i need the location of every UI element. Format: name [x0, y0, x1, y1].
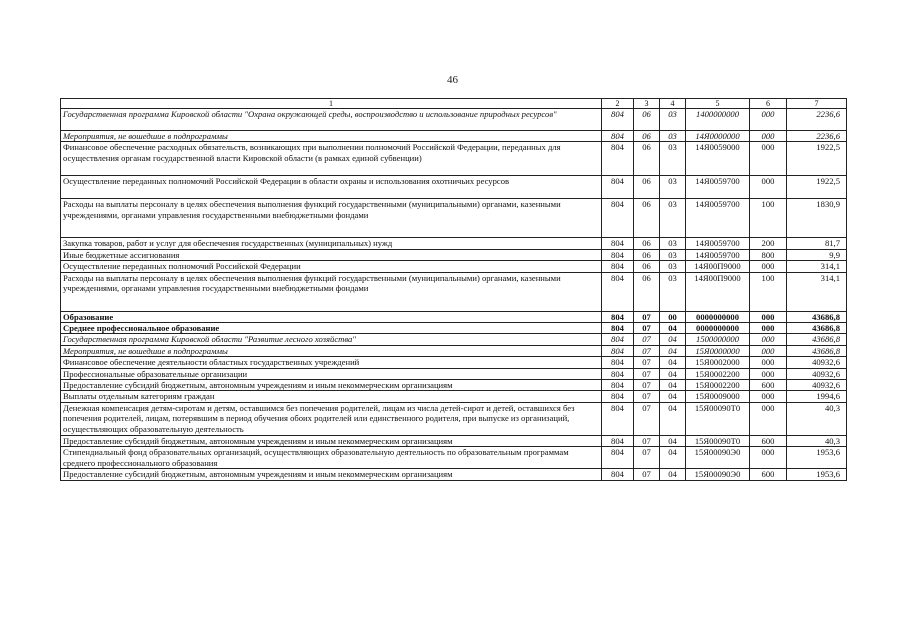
column-header: 4: [660, 99, 686, 109]
section-code-cell: 06: [634, 109, 660, 131]
subsection-code-cell: 04: [660, 447, 686, 469]
target-article-cell: 14Я00П9000: [686, 272, 750, 311]
section-code-cell: 07: [634, 311, 660, 322]
amount-cell: 81,7: [787, 238, 847, 249]
column-header: 2: [602, 99, 634, 109]
subsection-code-cell: 03: [660, 131, 686, 142]
target-article-cell: 14Я0059700: [686, 199, 750, 238]
ministry-code-cell: 804: [602, 469, 634, 481]
ministry-code-cell: 804: [602, 238, 634, 249]
row-name-cell: Стипендиальный фонд образовательных организаций, осуществляющих образовательную деятельность по образовательным программам среднего профессионального образования: [61, 447, 602, 469]
subsection-code-cell: 03: [660, 261, 686, 272]
ministry-code-cell: 804: [602, 391, 634, 402]
ministry-code-cell: 804: [602, 176, 634, 199]
expense-type-cell: 000: [750, 109, 787, 131]
amount-cell: 2236,6: [787, 109, 847, 131]
ministry-code-cell: 804: [602, 435, 634, 446]
section-code-cell: 07: [634, 334, 660, 345]
ministry-code-cell: 804: [602, 109, 634, 131]
subsection-code-cell: 04: [660, 435, 686, 446]
amount-cell: 40,3: [787, 402, 847, 435]
expense-type-cell: 000: [750, 131, 787, 142]
target-article-cell: 15Я00090Э0: [686, 447, 750, 469]
table-row: [61, 447, 847, 469]
row-name-cell: Расходы на выплаты персоналу в целях обеспечения выполнения функций государственными (муниципальными) органами, казенными учреждениями, органами управления государственными внебюджетными фондами: [61, 199, 602, 238]
amount-cell: 40932,6: [787, 357, 847, 368]
amount-cell: 2236,6: [787, 131, 847, 142]
row-name-cell: Государственная программа Кировской области "Развитие лесного хозяйства": [61, 334, 602, 345]
table-row: [61, 380, 847, 391]
table-row: [61, 176, 847, 199]
target-article-cell: 14Я0059000: [686, 142, 750, 176]
target-article-cell: 15Я0002200: [686, 368, 750, 379]
expense-type-cell: 800: [750, 249, 787, 260]
expense-type-cell: 600: [750, 435, 787, 446]
target-article-cell: 1500000000: [686, 334, 750, 345]
target-article-cell: 14Я00П9000: [686, 261, 750, 272]
amount-cell: 9,9: [787, 249, 847, 260]
expense-type-cell: 000: [750, 311, 787, 322]
subsection-code-cell: 04: [660, 368, 686, 379]
table-row: [61, 131, 847, 142]
ministry-code-cell: 804: [602, 131, 634, 142]
column-header: 6: [750, 99, 787, 109]
ministry-code-cell: 804: [602, 323, 634, 334]
row-name-cell: Денежная компенсация детям-сиротам и детям, оставшимся без попечения родителей, лицам из числа детей-сирот и детей, оставшихся без попечения родителей, лицам, потерявшим в период обучения обоих родителей или единственного родителя, при выпуске из организаций, осуществляющих образовательную деятельность: [61, 402, 602, 435]
table-row: [61, 435, 847, 446]
ministry-code-cell: 804: [602, 447, 634, 469]
expense-type-cell: 000: [750, 261, 787, 272]
subsection-code-cell: 04: [660, 334, 686, 345]
subsection-code-cell: 03: [660, 249, 686, 260]
row-name-cell: Предоставление субсидий бюджетным, автономным учреждениям и иным некоммерческим организациям: [61, 469, 602, 481]
target-article-cell: 14Я0059700: [686, 249, 750, 260]
column-header: 3: [634, 99, 660, 109]
subsection-code-cell: 03: [660, 142, 686, 176]
expense-type-cell: 100: [750, 199, 787, 238]
section-code-cell: 07: [634, 368, 660, 379]
row-name-cell: Иные бюджетные ассигнования: [61, 249, 602, 260]
section-code-cell: 07: [634, 469, 660, 481]
subsection-code-cell: 03: [660, 176, 686, 199]
target-article-cell: 15Я00090Т0: [686, 402, 750, 435]
subsection-code-cell: 03: [660, 109, 686, 131]
amount-cell: 314,1: [787, 272, 847, 311]
amount-cell: 314,1: [787, 261, 847, 272]
row-name-cell: Закупка товаров, работ и услуг для обеспечения государственных (муниципальных) нужд: [61, 238, 602, 249]
section-code-cell: 06: [634, 176, 660, 199]
expense-type-cell: 000: [750, 357, 787, 368]
section-code-cell: 06: [634, 272, 660, 311]
table-row: [61, 402, 847, 435]
section-code-cell: 07: [634, 380, 660, 391]
section-code-cell: 06: [634, 238, 660, 249]
section-code-cell: 07: [634, 323, 660, 334]
table-row: [61, 368, 847, 379]
section-code-cell: 07: [634, 402, 660, 435]
expense-type-cell: 000: [750, 368, 787, 379]
row-name-cell: Предоставление субсидий бюджетным, автономным учреждениям и иным некоммерческим организациям: [61, 380, 602, 391]
amount-cell: 1922,5: [787, 176, 847, 199]
table-row: [61, 391, 847, 402]
amount-cell: 1830,9: [787, 199, 847, 238]
subsection-code-cell: 04: [660, 391, 686, 402]
row-name-cell: Мероприятия, не вошедшие в подпрограммы: [61, 131, 602, 142]
expense-type-cell: 000: [750, 176, 787, 199]
section-code-cell: 06: [634, 199, 660, 238]
table-row: [61, 469, 847, 481]
table-row: [61, 272, 847, 311]
ministry-code-cell: 804: [602, 402, 634, 435]
budget-table: [60, 98, 847, 481]
expense-type-cell: 000: [750, 345, 787, 356]
section-code-cell: 07: [634, 447, 660, 469]
target-article-cell: 15Я0002000: [686, 357, 750, 368]
column-header: 7: [787, 99, 847, 109]
table-row: [61, 323, 847, 334]
column-header: 5: [686, 99, 750, 109]
subsection-code-cell: 04: [660, 345, 686, 356]
ministry-code-cell: 804: [602, 380, 634, 391]
subsection-code-cell: 03: [660, 238, 686, 249]
table-body: [61, 109, 847, 481]
subsection-code-cell: 04: [660, 402, 686, 435]
row-name-cell: Осуществление переданных полномочий Российской Федерации в области охраны и использования охотничьих ресурсов: [61, 176, 602, 199]
ministry-code-cell: 804: [602, 311, 634, 322]
amount-cell: 43686,8: [787, 311, 847, 322]
expense-type-cell: 000: [750, 323, 787, 334]
expense-type-cell: 600: [750, 380, 787, 391]
page-number: 46: [447, 74, 458, 86]
row-name-cell: Государственная программа Кировской области "Охрана окружающей среды, воспроизводство и использование природных ресурсов": [61, 109, 602, 131]
section-code-cell: 07: [634, 345, 660, 356]
ministry-code-cell: 804: [602, 345, 634, 356]
target-article-cell: 14Я0000000: [686, 131, 750, 142]
expense-type-cell: 200: [750, 238, 787, 249]
section-code-cell: 07: [634, 391, 660, 402]
expense-type-cell: 000: [750, 402, 787, 435]
target-article-cell: 15Я0002200: [686, 380, 750, 391]
ministry-code-cell: 804: [602, 249, 634, 260]
row-name-cell: Финансовое обеспечение деятельности областных государственных учреждений: [61, 357, 602, 368]
target-article-cell: 0000000000: [686, 311, 750, 322]
table-row: [61, 249, 847, 260]
section-code-cell: 07: [634, 435, 660, 446]
subsection-code-cell: 00: [660, 311, 686, 322]
row-name-cell: Мероприятия, не вошедшие в подпрограммы: [61, 345, 602, 356]
column-header: 1: [61, 99, 602, 109]
ministry-code-cell: 804: [602, 368, 634, 379]
row-name-cell: Образование: [61, 311, 602, 322]
amount-cell: 1994,6: [787, 391, 847, 402]
subsection-code-cell: 04: [660, 323, 686, 334]
subsection-code-cell: 03: [660, 272, 686, 311]
table-row: [61, 142, 847, 176]
expense-type-cell: 100: [750, 272, 787, 311]
section-code-cell: 06: [634, 261, 660, 272]
subsection-code-cell: 03: [660, 199, 686, 238]
target-article-cell: 1400000000: [686, 109, 750, 131]
row-name-cell: Финансовое обеспечение расходных обязательств, возникающих при выполнении полномочий Российской Федерации, переданных для осуществления органам государственной власти Кировской области (в рамках единой субвенции): [61, 142, 602, 176]
table-row: [61, 261, 847, 272]
row-name-cell: Осуществление переданных полномочий Российской Федерации: [61, 261, 602, 272]
amount-cell: 43686,8: [787, 323, 847, 334]
table-row: [61, 334, 847, 345]
row-name-cell: Среднее профессиональное образование: [61, 323, 602, 334]
expense-type-cell: 000: [750, 391, 787, 402]
table-row: [61, 345, 847, 356]
amount-cell: 40,3: [787, 435, 847, 446]
table-row: [61, 357, 847, 368]
target-article-cell: 15Я00090Т0: [686, 435, 750, 446]
row-name-cell: Предоставление субсидий бюджетным, автономным учреждениям и иным некоммерческим организациям: [61, 435, 602, 446]
amount-cell: 1922,5: [787, 142, 847, 176]
ministry-code-cell: 804: [602, 334, 634, 345]
target-article-cell: 15Я00090Э0: [686, 469, 750, 481]
section-code-cell: 06: [634, 249, 660, 260]
section-code-cell: 06: [634, 142, 660, 176]
section-code-cell: 07: [634, 357, 660, 368]
section-code-cell: 06: [634, 131, 660, 142]
target-article-cell: 14Я0059700: [686, 176, 750, 199]
expense-type-cell: 600: [750, 469, 787, 481]
amount-cell: 40932,6: [787, 380, 847, 391]
expense-type-cell: 000: [750, 447, 787, 469]
target-article-cell: 14Я0059700: [686, 238, 750, 249]
ministry-code-cell: 804: [602, 199, 634, 238]
ministry-code-cell: 804: [602, 261, 634, 272]
row-name-cell: Расходы на выплаты персоналу в целях обеспечения выполнения функций государственными (муниципальными) органами, казенными учреждениями, органами управления государственными внебюджетными фондами: [61, 272, 602, 311]
table-row: [61, 238, 847, 249]
ministry-code-cell: 804: [602, 272, 634, 311]
row-name-cell: Профессиональные образовательные организации: [61, 368, 602, 379]
amount-cell: 43686,8: [787, 345, 847, 356]
subsection-code-cell: 04: [660, 380, 686, 391]
table-row: [61, 109, 847, 131]
amount-cell: 1953,6: [787, 447, 847, 469]
table-header-row: [61, 99, 847, 109]
target-article-cell: 15Я0000000: [686, 345, 750, 356]
amount-cell: 40932,6: [787, 368, 847, 379]
amount-cell: 43686,8: [787, 334, 847, 345]
expense-type-cell: 000: [750, 142, 787, 176]
subsection-code-cell: 04: [660, 357, 686, 368]
target-article-cell: 0000000000: [686, 323, 750, 334]
ministry-code-cell: 804: [602, 357, 634, 368]
row-name-cell: Выплаты отдельным категориям граждан: [61, 391, 602, 402]
amount-cell: 1953,6: [787, 469, 847, 481]
subsection-code-cell: 04: [660, 469, 686, 481]
expense-type-cell: 000: [750, 334, 787, 345]
ministry-code-cell: 804: [602, 142, 634, 176]
table-row: [61, 311, 847, 322]
target-article-cell: 15Я0009000: [686, 391, 750, 402]
table-row: [61, 199, 847, 238]
